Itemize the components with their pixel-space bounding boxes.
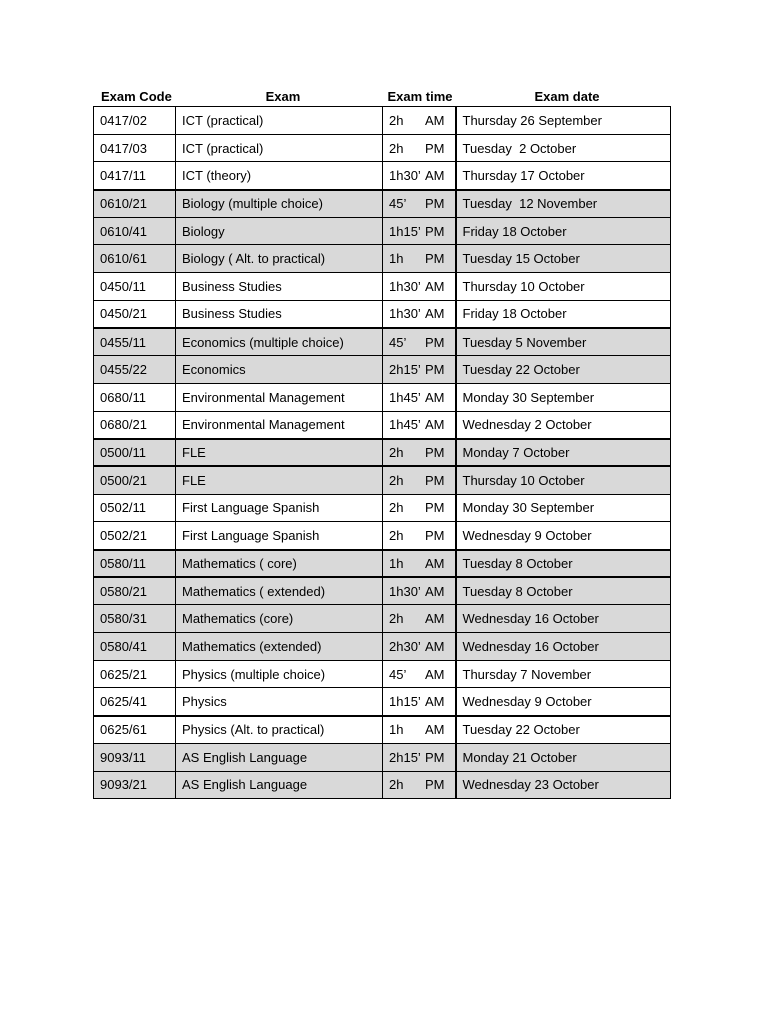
exam-duration: 1h [389, 251, 404, 267]
cell-exam-name: Physics (Alt. to practical) [176, 716, 383, 744]
cell-exam-name: FLE [176, 439, 383, 467]
cell-exam-code: 0680/11 [94, 383, 176, 411]
cell-exam-date: Thursday 17 October [456, 162, 671, 190]
exam-session: AM [425, 112, 445, 128]
cell-exam-date: Monday 7 October [456, 439, 671, 467]
cell-exam-date: Monday 30 September [456, 383, 671, 411]
cell-exam-name: Environmental Management [176, 411, 383, 439]
cell-exam-time [383, 162, 456, 190]
cell-exam-code: 0610/41 [94, 217, 176, 245]
exam-session: AM [425, 278, 445, 294]
cell-exam-name: ICT (theory) [176, 162, 383, 190]
cell-exam-time [383, 633, 456, 661]
table-row [94, 300, 671, 328]
table-row [94, 466, 671, 494]
table-row [94, 716, 671, 744]
table-row [94, 162, 671, 190]
exam-duration: 1h15’ [389, 694, 421, 710]
cell-exam-time [383, 605, 456, 633]
header-exam-date: Exam date [534, 88, 600, 104]
exam-duration: 2h [389, 500, 404, 516]
table-row [94, 660, 671, 688]
table-row [94, 494, 671, 522]
header-exam: Exam [265, 88, 301, 104]
cell-exam-name: Biology ( Alt. to practical) [176, 245, 383, 273]
cell-exam-name: Environmental Management [176, 383, 383, 411]
exam-session: PM [425, 500, 445, 516]
cell-exam-date: Monday 30 September [456, 494, 671, 522]
exam-duration: 1h45’ [389, 389, 421, 405]
table-row [94, 383, 671, 411]
cell-exam-code: 0580/31 [94, 605, 176, 633]
cell-exam-name: First Language Spanish [176, 522, 383, 550]
cell-exam-time [383, 273, 456, 301]
exam-session: PM [425, 251, 445, 267]
cell-exam-code: 0625/21 [94, 660, 176, 688]
exam-duration: 1h45’ [389, 417, 421, 433]
exam-duration: 1h30’ [389, 167, 421, 183]
table-row [94, 190, 671, 218]
exam-session: PM [425, 362, 445, 378]
cell-exam-name: FLE [176, 466, 383, 494]
cell-exam-name: AS English Language [176, 743, 383, 771]
exam-session: AM [425, 638, 445, 654]
exam-duration: 45’ [389, 196, 407, 212]
cell-exam-name: Mathematics (extended) [176, 633, 383, 661]
cell-exam-date: Thursday 10 October [456, 273, 671, 301]
cell-exam-name: Biology [176, 217, 383, 245]
cell-exam-time [383, 577, 456, 605]
cell-exam-date: Thursday 7 November [456, 660, 671, 688]
exam-session: PM [425, 445, 445, 461]
cell-exam-code: 0625/41 [94, 688, 176, 716]
cell-exam-date: Tuesday 15 October [456, 245, 671, 273]
cell-exam-code: 0500/11 [94, 439, 176, 467]
exam-duration: 1h [389, 722, 404, 738]
cell-exam-date: Tuesday 8 October [456, 550, 671, 578]
cell-exam-date: Monday 21 October [456, 743, 671, 771]
cell-exam-name: Business Studies [176, 300, 383, 328]
cell-exam-code: 0580/11 [94, 550, 176, 578]
exam-session: AM [425, 389, 445, 405]
exam-session: PM [425, 196, 445, 212]
table-row [94, 439, 671, 467]
header-exam-code: Exam Code [101, 88, 172, 104]
cell-exam-time [383, 466, 456, 494]
cell-exam-code: 0610/21 [94, 190, 176, 218]
cell-exam-time [383, 356, 456, 384]
exam-duration: 2h15’ [389, 749, 421, 765]
table-header [93, 86, 670, 106]
cell-exam-code: 9093/11 [94, 743, 176, 771]
exam-duration: 1h30’ [389, 306, 421, 322]
table-row [94, 743, 671, 771]
cell-exam-time [383, 494, 456, 522]
cell-exam-name: Mathematics ( extended) [176, 577, 383, 605]
exam-session: AM [425, 666, 445, 682]
exam-duration: 1h [389, 555, 404, 571]
cell-exam-name: Mathematics (core) [176, 605, 383, 633]
cell-exam-code: 9093/21 [94, 771, 176, 799]
cell-exam-code: 0455/22 [94, 356, 176, 384]
table-row [94, 550, 671, 578]
cell-exam-name: AS English Language [176, 771, 383, 799]
cell-exam-date: Wednesday 16 October [456, 605, 671, 633]
cell-exam-code: 0502/21 [94, 522, 176, 550]
table-row [94, 688, 671, 716]
cell-exam-time [383, 771, 456, 799]
cell-exam-name: Mathematics ( core) [176, 550, 383, 578]
cell-exam-name: ICT (practical) [176, 107, 383, 135]
cell-exam-date: Tuesday 5 November [456, 328, 671, 356]
cell-exam-name: Physics (multiple choice) [176, 660, 383, 688]
cell-exam-date: Tuesday 22 October [456, 716, 671, 744]
exam-session: PM [425, 334, 445, 350]
cell-exam-time [383, 660, 456, 688]
cell-exam-code: 0417/11 [94, 162, 176, 190]
cell-exam-code: 0502/11 [94, 494, 176, 522]
exam-duration: 2h30’ [389, 638, 421, 654]
cell-exam-date: Tuesday 12 November [456, 190, 671, 218]
exam-session: PM [425, 749, 445, 765]
cell-exam-date: Tuesday 2 October [456, 134, 671, 162]
table-row [94, 605, 671, 633]
exam-duration: 2h15’ [389, 362, 421, 378]
exam-duration: 2h [389, 777, 404, 793]
exam-duration: 45’ [389, 334, 407, 350]
exam-table [93, 106, 671, 799]
exam-session: PM [425, 140, 445, 156]
cell-exam-code: 0450/21 [94, 300, 176, 328]
cell-exam-date: Wednesday 2 October [456, 411, 671, 439]
table-row [94, 411, 671, 439]
table-row [94, 107, 671, 135]
exam-session: AM [425, 306, 445, 322]
cell-exam-name: Physics [176, 688, 383, 716]
cell-exam-name: Business Studies [176, 273, 383, 301]
exam-session: AM [425, 694, 445, 710]
cell-exam-date: Wednesday 9 October [456, 688, 671, 716]
exam-session: AM [425, 583, 445, 599]
cell-exam-time [383, 439, 456, 467]
table-row [94, 522, 671, 550]
exam-schedule [93, 86, 670, 799]
cell-exam-code: 0500/21 [94, 466, 176, 494]
cell-exam-code: 0580/21 [94, 577, 176, 605]
cell-exam-name: First Language Spanish [176, 494, 383, 522]
table-row [94, 273, 671, 301]
cell-exam-date: Wednesday 23 October [456, 771, 671, 799]
cell-exam-time [383, 134, 456, 162]
exam-duration: 2h [389, 140, 404, 156]
cell-exam-name: Economics [176, 356, 383, 384]
cell-exam-time [383, 328, 456, 356]
cell-exam-date: Friday 18 October [456, 217, 671, 245]
cell-exam-date: Wednesday 9 October [456, 522, 671, 550]
cell-exam-code: 0610/61 [94, 245, 176, 273]
exam-session: AM [425, 417, 445, 433]
cell-exam-code: 0455/11 [94, 328, 176, 356]
cell-exam-code: 0417/03 [94, 134, 176, 162]
exam-duration: 2h [389, 611, 404, 627]
cell-exam-time [383, 300, 456, 328]
exam-session: PM [425, 223, 445, 239]
exam-session: AM [425, 167, 445, 183]
cell-exam-time [383, 245, 456, 273]
table-row [94, 245, 671, 273]
exam-duration: 2h [389, 445, 404, 461]
cell-exam-name: ICT (practical) [176, 134, 383, 162]
table-row [94, 134, 671, 162]
cell-exam-code: 0580/41 [94, 633, 176, 661]
table-row [94, 771, 671, 799]
cell-exam-name: Economics (multiple choice) [176, 328, 383, 356]
cell-exam-time [383, 190, 456, 218]
exam-duration: 2h [389, 473, 404, 489]
cell-exam-date: Thursday 26 September [456, 107, 671, 135]
table-row [94, 633, 671, 661]
cell-exam-code: 0417/02 [94, 107, 176, 135]
table-row [94, 356, 671, 384]
exam-session: PM [425, 777, 445, 793]
cell-exam-time [383, 411, 456, 439]
cell-exam-code: 0450/11 [94, 273, 176, 301]
cell-exam-date: Friday 18 October [456, 300, 671, 328]
exam-session: PM [425, 527, 445, 543]
table-row [94, 328, 671, 356]
cell-exam-time [383, 522, 456, 550]
exam-duration: 1h15’ [389, 223, 421, 239]
cell-exam-date: Thursday 10 October [456, 466, 671, 494]
cell-exam-time [383, 217, 456, 245]
cell-exam-time [383, 688, 456, 716]
cell-exam-time [383, 383, 456, 411]
table-row [94, 217, 671, 245]
exam-session: AM [425, 555, 445, 571]
table-row [94, 577, 671, 605]
cell-exam-time [383, 550, 456, 578]
cell-exam-name: Biology (multiple choice) [176, 190, 383, 218]
cell-exam-time [383, 107, 456, 135]
exam-duration: 1h30’ [389, 278, 421, 294]
exam-session: AM [425, 722, 445, 738]
cell-exam-time [383, 743, 456, 771]
exam-duration: 2h [389, 112, 404, 128]
cell-exam-code: 0680/21 [94, 411, 176, 439]
cell-exam-date: Tuesday 8 October [456, 577, 671, 605]
exam-session: AM [425, 611, 445, 627]
exam-duration: 45’ [389, 666, 407, 682]
exam-session: PM [425, 473, 445, 489]
exam-duration: 1h30’ [389, 583, 421, 599]
exam-duration: 2h [389, 527, 404, 543]
header-exam-time: Exam time [387, 88, 453, 104]
cell-exam-time [383, 716, 456, 744]
cell-exam-date: Tuesday 22 October [456, 356, 671, 384]
cell-exam-date: Wednesday 16 October [456, 633, 671, 661]
cell-exam-code: 0625/61 [94, 716, 176, 744]
